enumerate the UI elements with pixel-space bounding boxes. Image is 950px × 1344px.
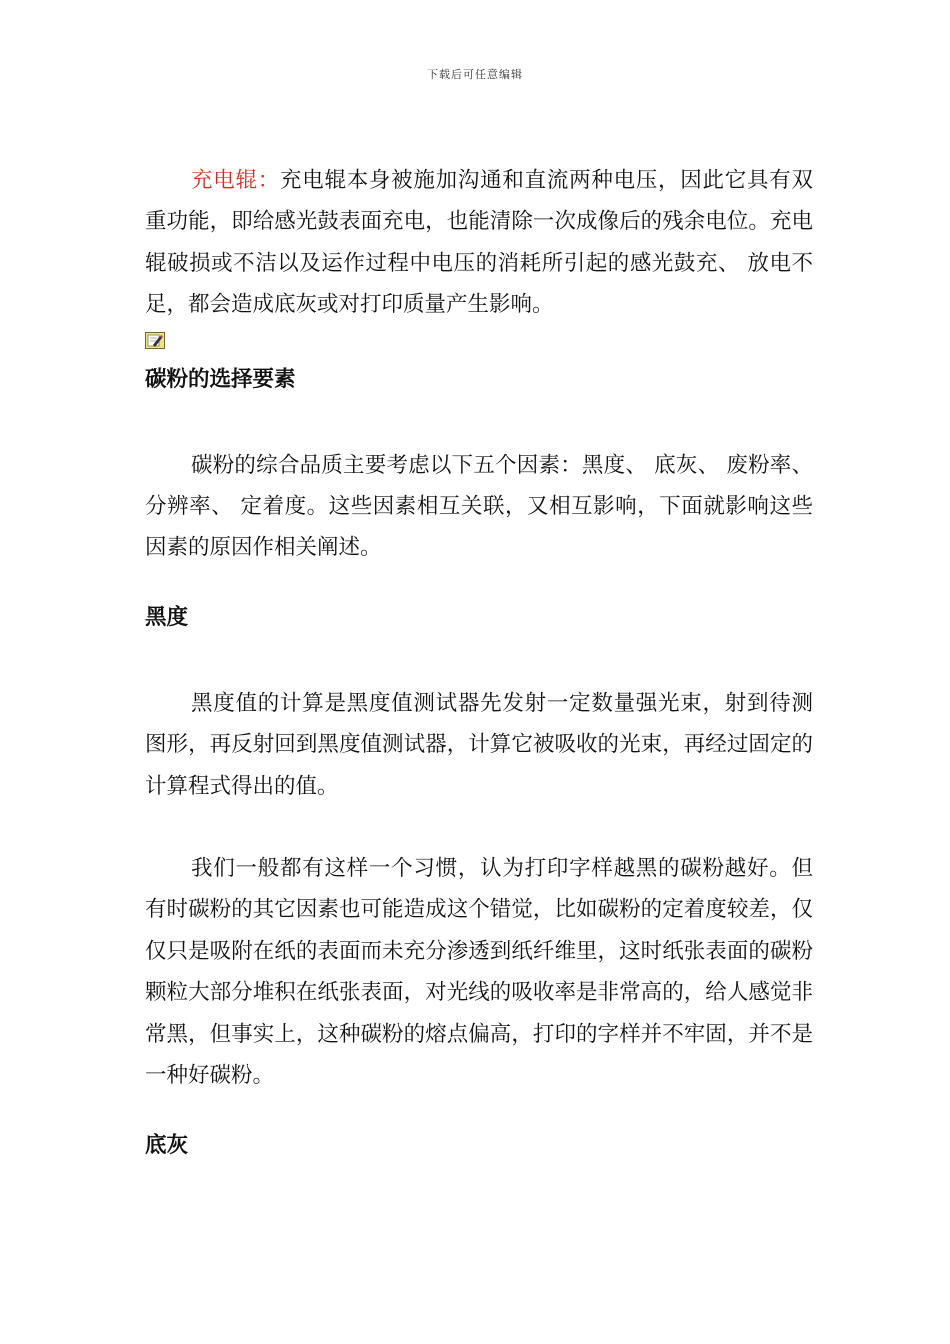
toner-selection-paragraph: 碳粉的综合品质主要考虑以下五个因素：黑度、 底灰、 废粉率、 分辨率、 定着度。这些因素相互关联，又相互影响，下面就影响这些因素的原因作相关阐述。: [145, 452, 813, 561]
section-heading-toner-selection: 碳粉的选择要素: [145, 366, 296, 392]
section-heading-background-gray: 底灰: [145, 1132, 189, 1158]
note-pencil-icon: [145, 332, 165, 349]
charge-roller-label: 充电辊：: [191, 168, 280, 193]
intro-text: 充电辊本身被施加沟通和直流两种电压，因此它具有双重功能，即给感光鼓表面充电，也能清除一次成像后的残余电位。充电辊破损或不洁以及运作过程中电压的消耗所引起的感光鼓充、 放电不足，都会造成底灰或对打印质量产生影响。: [145, 168, 813, 318]
blackness-paragraph-1: 黑度值的计算是黑度值测试器先发射一定数量强光束，射到待测图形，再反射回到黑度值测试器，计算它被吸收的光束，再经过固定的计算程式得出的值。: [145, 690, 813, 799]
page-header: 下载后可任意编辑: [427, 68, 523, 81]
blackness-paragraph-2: 我们一般都有这样一个习惯，认为打印字样越黑的碳粉越好。但有时碳粉的其它因素也可能造成这个错觉，比如碳粉的定着度较差，仅仅只是吸附在纸的表面而未充分渗透到纸纤维里，这时纸张表面的碳粉颗粒大部分堆积在纸张表面，对光线的吸收率是非常高的，给人感觉非常黑，但事实上，这种碳粉的熔点偏高，打印的字样并不牢固，并不是一种好碳粉。: [145, 856, 813, 1089]
intro-paragraph: [145, 160, 813, 326]
document-body: [145, 160, 813, 1161]
section-heading-blackness: 黑度: [145, 604, 189, 630]
